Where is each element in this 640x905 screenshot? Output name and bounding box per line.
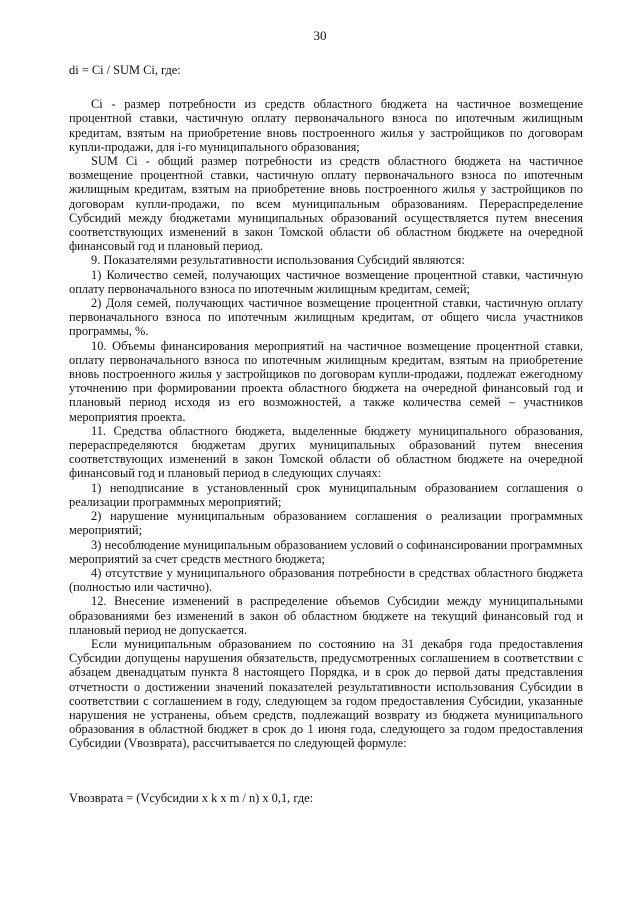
paragraph-item-11: 11. Средства областного бюджета, выделенные бюджету муниципального образования, перераспределяются бюджетам других муниципальных образований путем внесения соответствующих изменений в закон Томской области об областном бюджете на очередной финансовый год и плановый период в следующих случаях: (69, 423, 583, 481)
paragraph-item-11-1: 1) неподписание в установленный срок муниципальным образованием соглашения о реализации программных мероприятий; (69, 480, 583, 509)
paragraph-ci-definition: Ci - размер потребности из средств областного бюджета на частичное возмещение процентной ставки, частичную оплату первоначального взноса по ипотечным жилищным кредитам, взятым на приобретение вновь построенного жилья у застройщиков по договорам купли-продажи, для i-го муниципального образования; (69, 97, 583, 154)
formula-di: di = Ci / SUM Ci, где: (69, 63, 181, 77)
paragraph-return-conditions: Если муниципальным образованием по состоянию на 31 декабря года предоставления Субсидии допущены нарушения обязательств, предусмотренных соглашением в соответствии с абзацем двенадцатым пункта 8 настоящего Порядка, и в срок до первой даты представления отчетности о достижении значений показателей результативности использования Субсидии в соответствии с соглашением в году, следующем за годом предоставления Субсидии, указанные нарушения не устранены, объем средств, подлежащий возврату из бюджета муниципального образования в областной бюджет в срок до 1 июня года, следующего за годом предоставления Субсидии (Vвозврата), рассчитывается по следующей формуле: (69, 636, 583, 751)
page-number: 30 (313, 28, 327, 43)
paragraph-item-11-2: 2) нарушение муниципальным образованием соглашения о реализации программных мероприятий; (69, 509, 583, 538)
document-body (69, 63, 583, 805)
paragraph-item-10: 10. Объемы финансирования мероприятий на частичное возмещение процентной ставки, оплату первоначального взноса по ипотечным жилищным кредитам, взятым на приобретение вновь построенного жилья у застройщиков по договорам купли-продажи, подлежат ежегодному уточнению при формировании проекта областного бюджета на очередной финансовый год и плановый период исходя из его возможностей, а также количества семей – участников мероприятия проекта. (69, 338, 583, 424)
paragraph-item-11-4: 4) отсутствие у муниципального образования потребности в средствах областного бюджета (полностью или частично). (69, 565, 583, 595)
formula-v-return: Vвозврата = (Vсубсидии x k x m / n) x 0,1, где: (69, 790, 314, 805)
paragraph-item-11-3: 3) несоблюдение муниципальным образованием условий о софинансировании программных мероприятий за счет средств местного бюджета; (69, 537, 583, 566)
paragraph-item-9-1: 1) Количество семей, получающих частичное возмещение процентной ставки, частичную оплату первоначального взноса по ипотечным жилищным кредитам, семей; (69, 267, 583, 296)
paragraph-item-9-2: 2) Доля семей, получающих частичное возмещение процентной ставки, частичную оплату первоначального взноса по ипотечным жилищным кредитам, от общего числа участников программы, %. (69, 296, 583, 339)
paragraph-item-9: 9. Показателями результативности использования Субсидий являются: (91, 253, 465, 268)
paragraph-item-12: 12. Внесение изменений в распределение объемов Субсидии между муниципальными образованиями без изменений в закон об областном бюджете на текущий финансовый год и плановый период не допускается. (69, 594, 583, 637)
paragraph-sum-ci-definition: SUM Ci - общий размер потребности из средств областного бюджета на частичное возмещение процентной ставки, частичную оплату первоначального взноса по ипотечным жилищным кредитам, взятым на приобретение вновь построенного жилья у застройщиков по договорам купли-продажи, по всем муниципальным образованиям. Перераспределение Субсидий между бюджетами муниципальных образований осуществляется путем внесения соответствующих изменений в закон Томской области об областном бюджете на очередной финансовый год и плановый период. (69, 154, 583, 254)
